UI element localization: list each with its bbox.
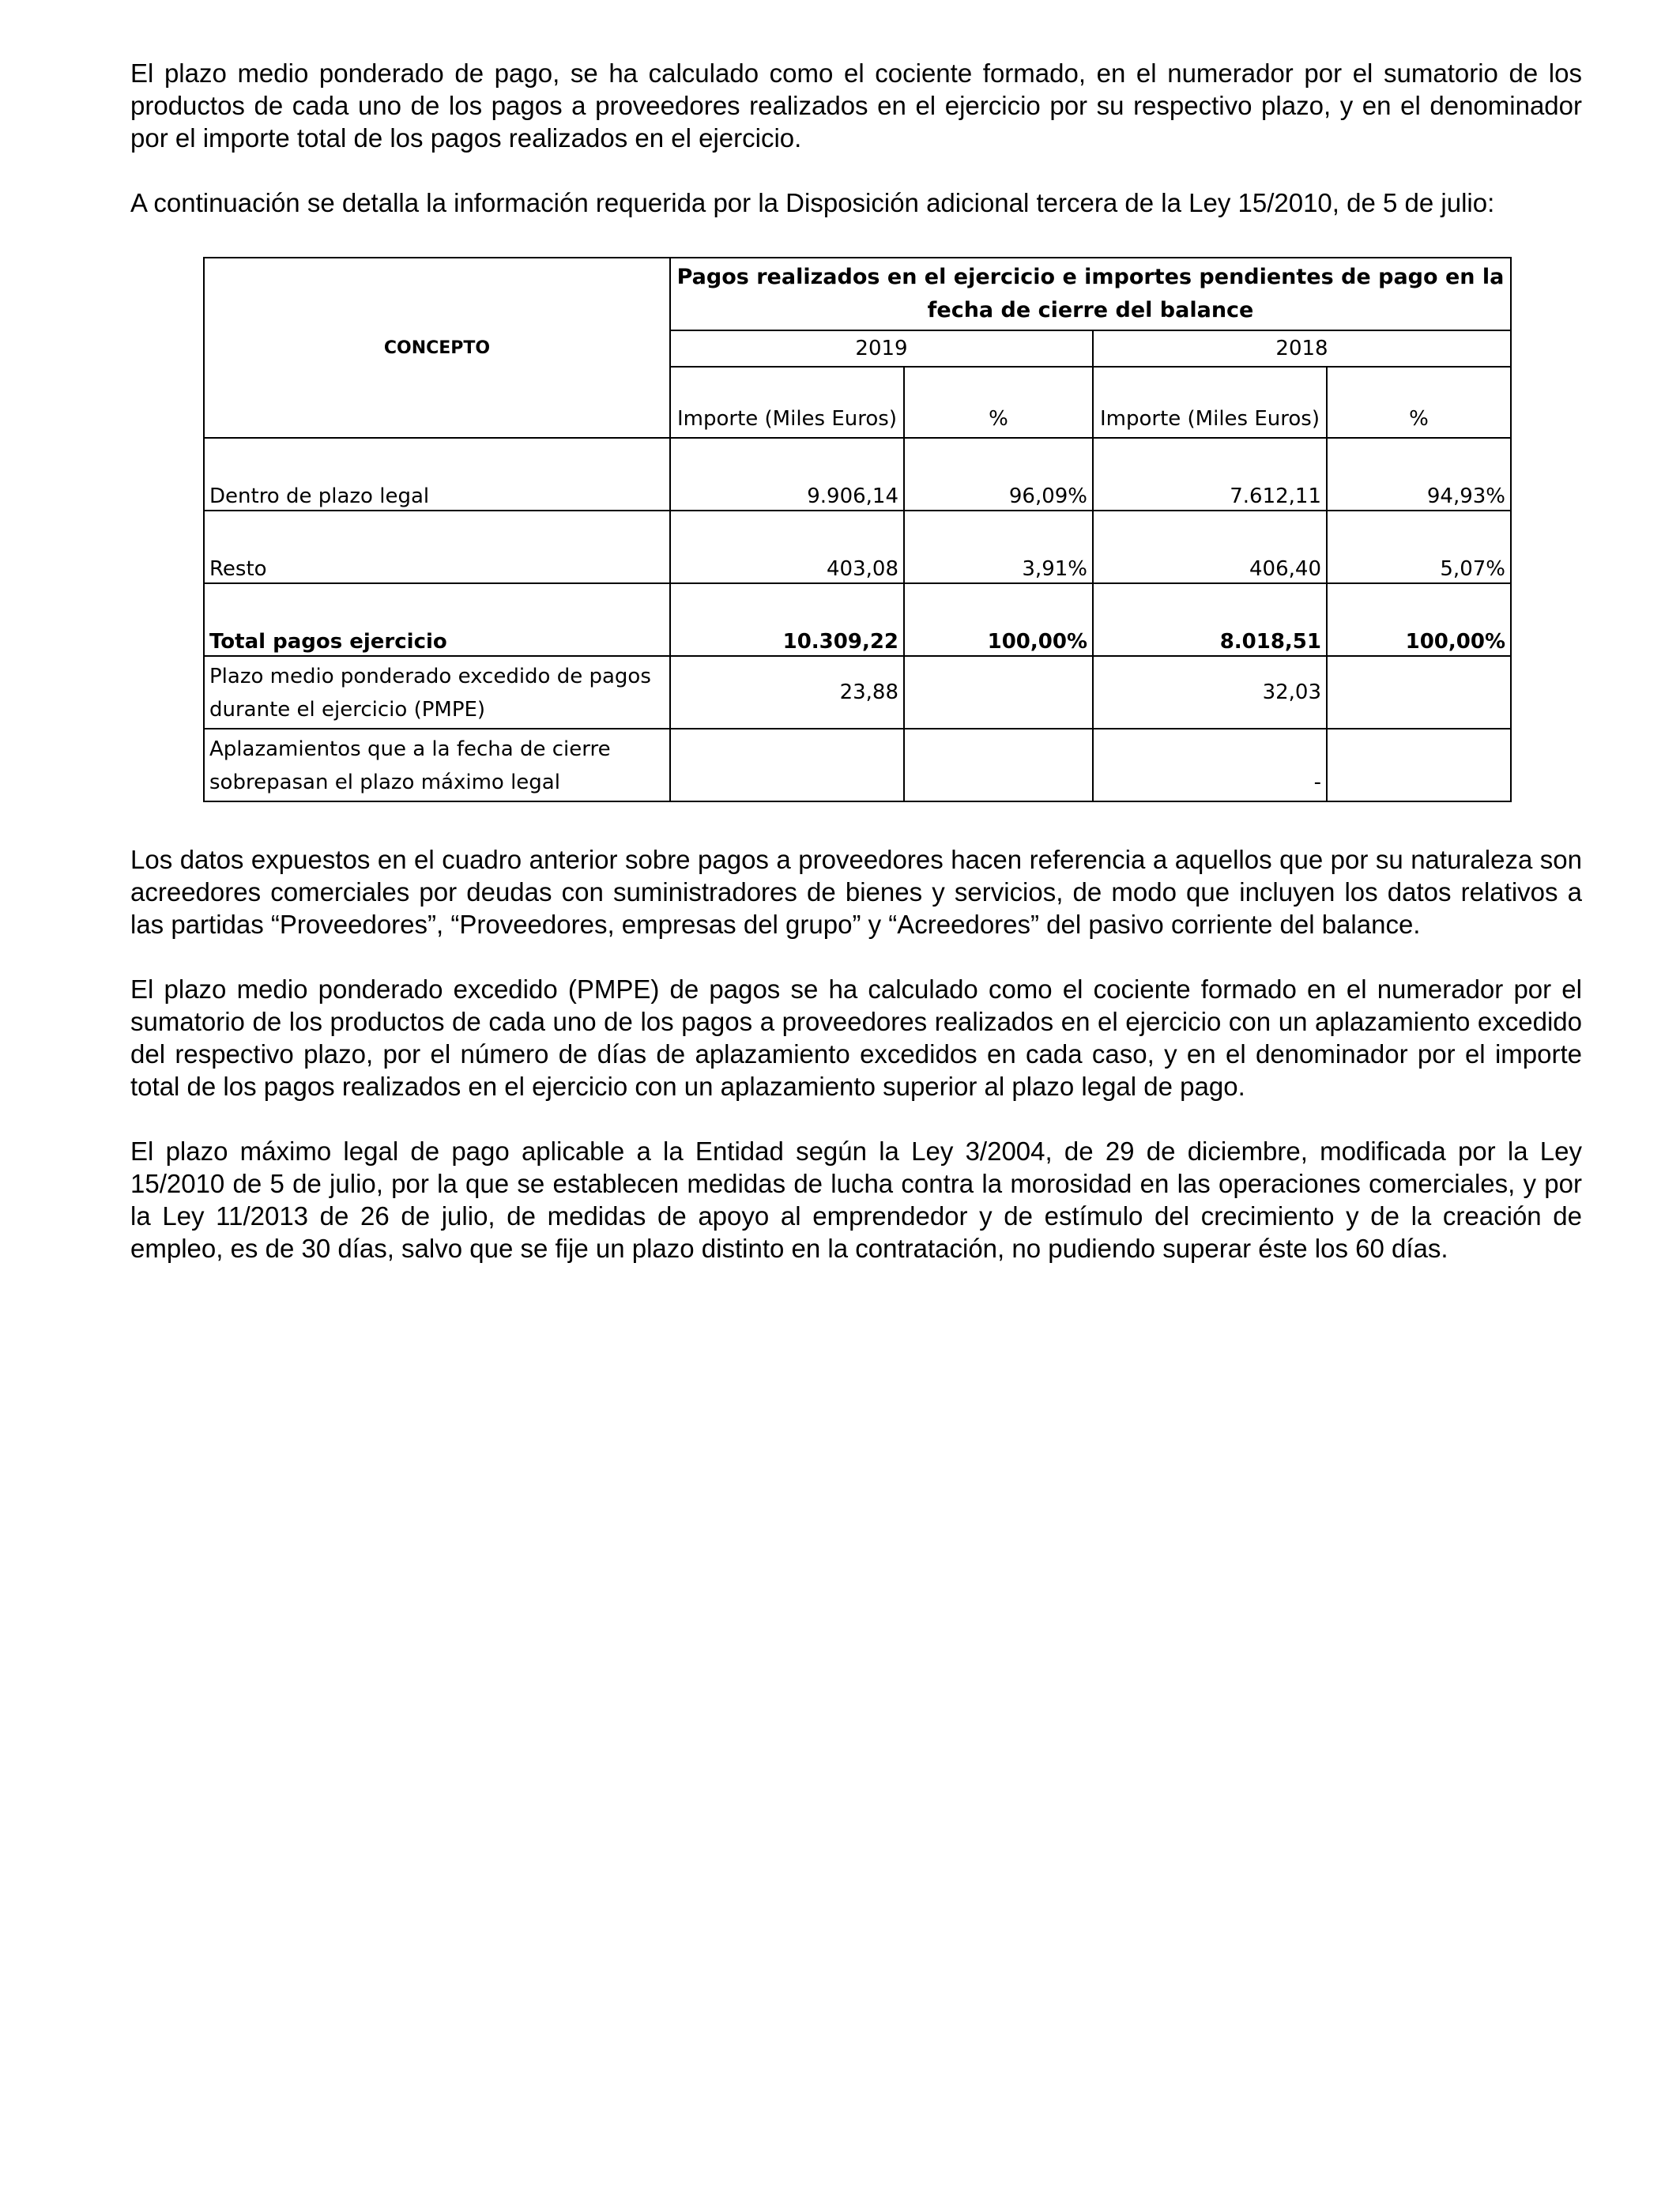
table-row [204,511,1511,583]
payments-table [203,257,1512,802]
row-importe-2019: 9.906,14 [670,438,904,511]
row-pct-2019: 96,09% [904,438,1093,511]
row-importe-2019: 403,08 [670,511,904,583]
row-pct-2019 [904,729,1093,801]
importe-header-2018: Importe (Miles Euros) [1093,367,1327,438]
row-concepto: Plazo medio ponderado excedido de pagos durante el ejercicio (PMPE) [204,656,670,729]
row-importe-2019: 10.309,22 [670,583,904,656]
paragraph-ley-intro: A continuación se detalla la información requerida por la Disposición adicional tercera de la Ley 15/2010, de 5 de julio: [130,188,1495,217]
row-pct-2018: 94,93% [1327,438,1511,511]
row-importe-2018: 7.612,11 [1093,438,1327,511]
document-page [130,57,1582,1265]
table-row [204,729,1511,801]
row-importe-2018: 32,03 [1093,656,1327,729]
row-importe-2018: 406,40 [1093,511,1327,583]
row-concepto: Resto [204,511,670,583]
table-row [204,438,1511,511]
row-pct-2018: 100,00% [1327,583,1511,656]
row-pct-2019 [904,656,1093,729]
concepto-header: CONCEPTO [204,258,670,438]
row-pct-2019: 3,91% [904,511,1093,583]
paragraph-datos-expuestos: Los datos expuestos en el cuadro anterior sobre pagos a proveedores hacen referencia a aquellos que por su naturaleza son acreedores comerciales por deudas con suministradores de bienes y servicios, de modo que incluyen los datos relativos a las partidas “Proveedores”, “Proveedores, empresas del grupo” y “Acreedores” del pasivo corriente del balance. [130,845,1582,939]
row-pct-2018 [1327,656,1511,729]
table-row [204,656,1511,729]
table-row-total [204,583,1511,656]
row-pct-2018: 5,07% [1327,511,1511,583]
pct-header-2019: % [904,367,1093,438]
year-header-2018: 2018 [1093,330,1511,367]
pct-header-2018: % [1327,367,1511,438]
row-pct-2019: 100,00% [904,583,1093,656]
row-concepto: Total pagos ejercicio [204,583,670,656]
paragraph-plazo-maximo: El plazo máximo legal de pago aplicable a la Entidad según la Ley 3/2004, de 29 de diciembre, modificada por la Ley 15/2010 de 5 de julio, por la que se establecen medidas de lucha contra la morosidad en las operaciones comerciales, y por la Ley 11/2013 de 26 de julio, de medidas de apoyo al emprendedor y de estímulo del crecimiento y de la creación de empleo, es de 30 días, salvo que se fije un plazo distinto en la contratación, no pudiendo superar éste los 60 días. [130,1137,1582,1263]
year-header-2019: 2019 [670,330,1093,367]
paragraph-pmpe-definition: El plazo medio ponderado excedido (PMPE) de pagos se ha calculado como el cociente formado en el numerador por el sumatorio de los productos de cada uno de los pagos a proveedores realizados en el ejercicio con un aplazamiento excedido del respectivo plazo, por el número de días de aplazamiento excedidos en cada caso, y en el denominador por el importe total de los pagos realizados en el ejercicio con un aplazamiento superior al plazo legal de pago. [130,974,1582,1101]
row-importe-2019: 23,88 [670,656,904,729]
paragraph-pmp-definition: El plazo medio ponderado de pago, se ha calculado como el cociente formado, en el numerador por el sumatorio de los productos de cada uno de los pagos a proveedores realizados en el ejercicio por su respectivo plazo, y en el denominador por el importe total de los pagos realizados en el ejercicio. [130,58,1582,153]
row-importe-2018: 8.018,51 [1093,583,1327,656]
importe-header-2019: Importe (Miles Euros) [670,367,904,438]
row-importe-2019 [670,729,904,801]
main-header: Pagos realizados en el ejercicio e importes pendientes de pago en la fecha de cierre del balance [670,258,1511,330]
row-pct-2018 [1327,729,1511,801]
row-concepto: Dentro de plazo legal [204,438,670,511]
row-concepto: Aplazamientos que a la fecha de cierre sobrepasan el plazo máximo legal [204,729,670,801]
row-importe-2018: - [1093,729,1327,801]
payments-table-wrapper [203,257,1582,802]
